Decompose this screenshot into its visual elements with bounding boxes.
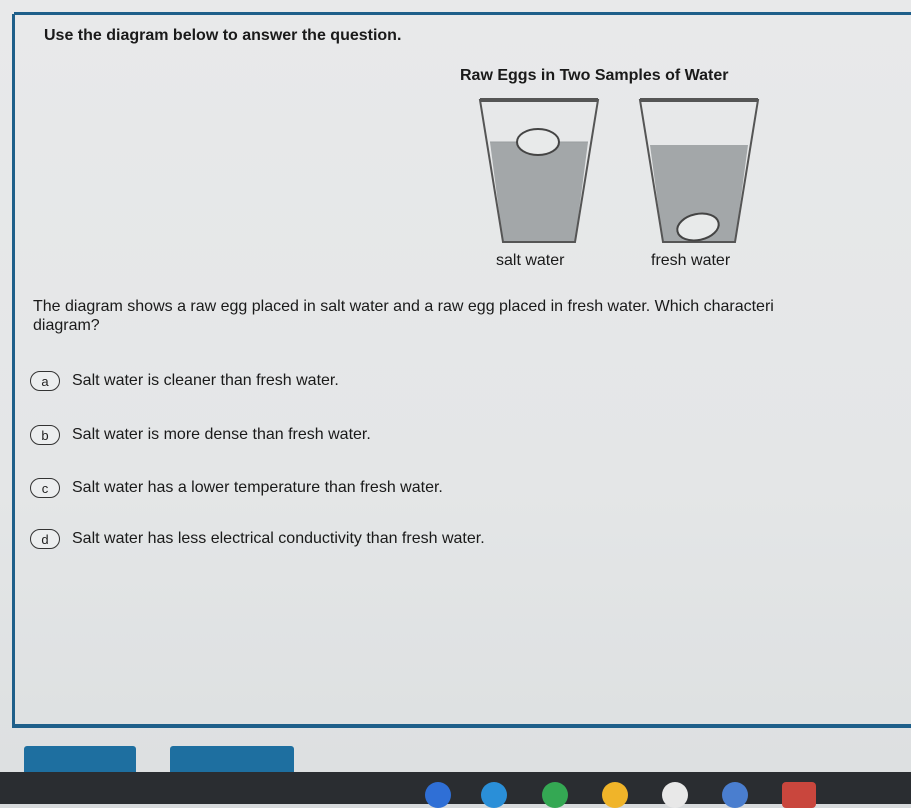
gmail-app-icon[interactable] xyxy=(782,782,816,808)
option-d-text[interactable]: Salt water has less electrical conductivity than fresh water. xyxy=(72,530,485,547)
chrome-app-icon[interactable] xyxy=(602,782,628,808)
app-icon[interactable] xyxy=(722,782,748,808)
salt-water-cup xyxy=(480,100,598,242)
meet-app-icon[interactable] xyxy=(542,782,568,808)
option-a-text[interactable]: Salt water is cleaner than fresh water. xyxy=(72,372,339,389)
fresh-water-cup xyxy=(640,100,758,244)
diagram-title: Raw Eggs in Two Samples of Water xyxy=(460,67,729,84)
fresh-water-label: fresh water xyxy=(651,252,731,269)
classlink-app-icon[interactable] xyxy=(481,782,507,808)
question-line-2: diagram? xyxy=(33,317,100,334)
option-c-bubble[interactable]: c xyxy=(30,478,60,498)
question-line-1: The diagram shows a raw egg placed in salt water and a raw egg placed in fresh water. Which characteri xyxy=(33,298,774,315)
drive-app-icon[interactable] xyxy=(662,782,688,808)
question-panel xyxy=(12,14,911,728)
option-d-bubble[interactable]: d xyxy=(30,529,60,549)
option-a-bubble[interactable]: a xyxy=(30,371,60,391)
kami-app-icon[interactable] xyxy=(425,782,451,808)
option-b-bubble[interactable]: b xyxy=(30,425,60,445)
taskbar xyxy=(0,772,911,804)
question-text xyxy=(33,297,774,335)
salt-water-label: salt water xyxy=(496,252,565,269)
floating-egg xyxy=(517,129,559,155)
footer-nav-button-1[interactable] xyxy=(24,746,136,774)
footer-nav-button-2[interactable] xyxy=(170,746,294,774)
egg-diagram xyxy=(470,90,770,250)
instruction-text: Use the diagram below to answer the question. xyxy=(44,27,402,44)
option-c-text[interactable]: Salt water has a lower temperature than fresh water. xyxy=(72,479,443,496)
option-b-text[interactable]: Salt water is more dense than fresh water. xyxy=(72,426,371,443)
